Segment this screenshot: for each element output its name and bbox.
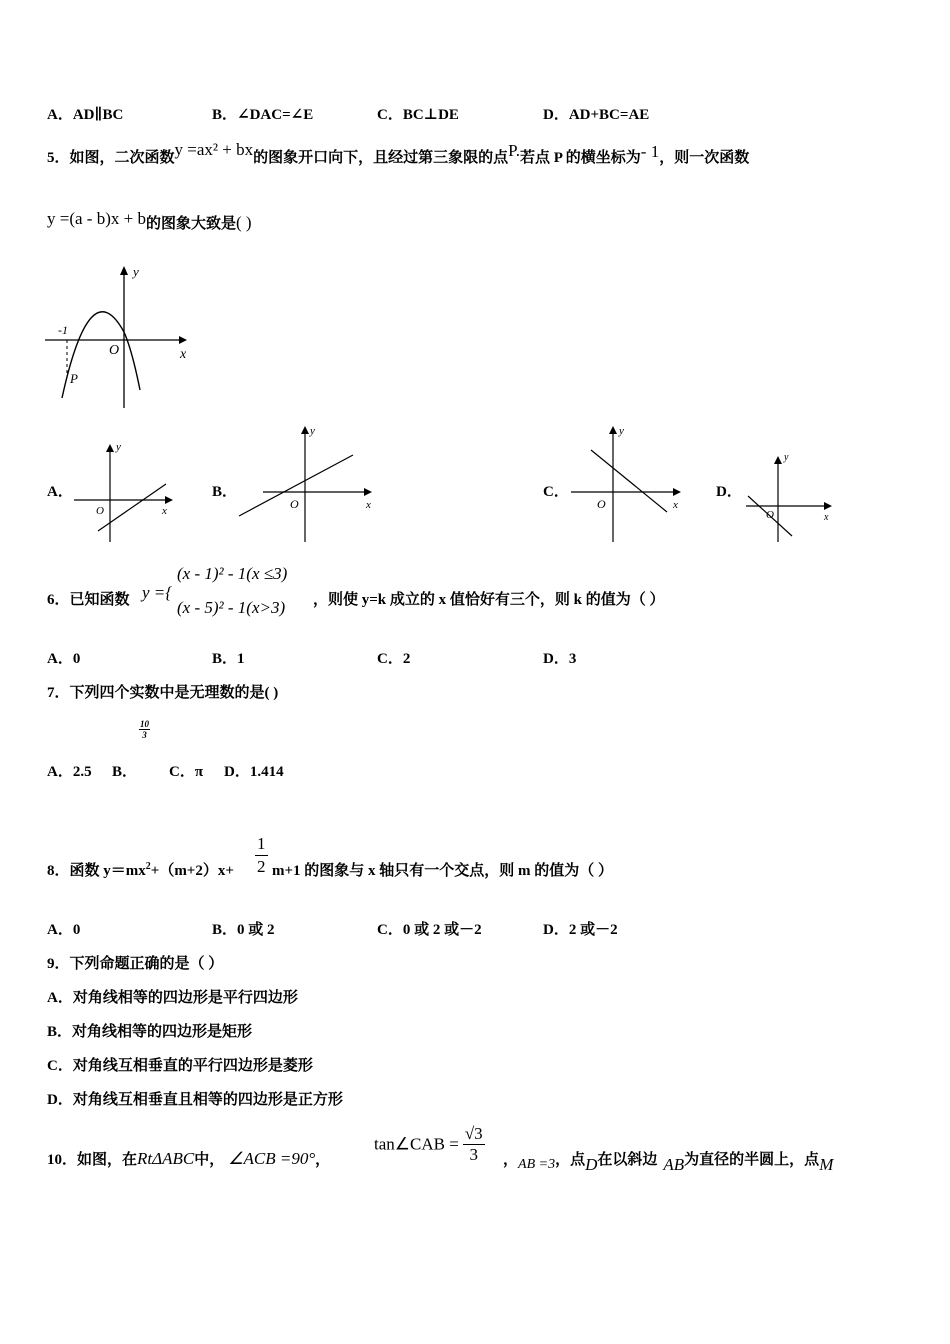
q8-fraction: 1 2 xyxy=(257,834,266,876)
q5-option-c-graph xyxy=(565,420,690,545)
q5-point: P. xyxy=(508,141,520,160)
q8-option-b: B．0 或 2 xyxy=(212,922,275,938)
q7-option-b: B． xyxy=(112,764,138,780)
q5-neg-one: - 1 xyxy=(640,142,660,161)
q5-option-a-label: A． xyxy=(47,484,73,500)
q5-stem-line1: 5．如图，二次函数y =ax² + bx的图象开口向下，且经过第三象限的点P.若点 P 的横坐标为- 1，则一次函数 xyxy=(47,140,750,166)
q5-option-d-label: D． xyxy=(716,484,742,500)
q7-option-c: C．π xyxy=(169,764,204,780)
q7-stem: 7．下列四个实数中是无理数的是( ) xyxy=(47,685,279,701)
q5-graph-x-label: x xyxy=(180,347,187,362)
q8-stem-start: 8．函数 $y=mx^2+(m+2)x+$ xyxy=(47,861,234,879)
svg-text:x: x xyxy=(162,505,167,517)
q8-option-d: D．2 或－2 xyxy=(543,922,618,938)
q6-case-2: (x - 5)² - 1(x>3) xyxy=(177,598,286,617)
q7-option-d: D．1.414 xyxy=(224,764,284,780)
q10-stem: 10．如图，在RtΔABC中， ∠ACB =90°， xyxy=(47,1149,331,1168)
q6-option-d: D．3 xyxy=(543,651,577,667)
q9-stem: 9．下列命题正确的是（ ） xyxy=(47,956,224,972)
svg-text:x: x xyxy=(824,512,829,523)
q6-stem-start: 6．已知函数 xyxy=(47,592,130,608)
q6-piecewise-lhs: y ={ xyxy=(142,583,173,602)
q5-option-b-graph xyxy=(235,420,380,545)
q9-option-b: B．对角线相等的四边形是矩形 xyxy=(47,1024,253,1040)
q6-option-b: B．1 xyxy=(212,651,245,667)
q5-graph-origin-label: O xyxy=(109,343,120,358)
q8-option-a: A．0 xyxy=(47,922,81,938)
q5-graph-p-label: P xyxy=(70,371,78,386)
q6-option-c: C．2 xyxy=(377,651,411,667)
q5-graph-neg1-label: -1 xyxy=(58,323,68,337)
q10-stem-part2: ，AB =3，点D在以斜边 AB为直径的半圆上，点M xyxy=(503,1152,834,1174)
q5-stem-line2: y =(a - b)x + b的图象大致是( ) xyxy=(47,209,252,232)
svg-text:y: y xyxy=(310,425,315,437)
svg-text:x: x xyxy=(673,499,678,511)
q8-option-c: C．0 或 2 或－2 xyxy=(377,922,482,938)
q6-option-a: A．0 xyxy=(47,651,81,667)
q6-stem-end: ，则使 y=k 成立的 x 值恰好有三个，则 k 的值为（ ） xyxy=(313,592,665,608)
q9-option-a: A．对角线相等的四边形是平行四边形 xyxy=(47,990,298,1006)
svg-text:O: O xyxy=(290,497,299,511)
q7-option-a: A．2.5 xyxy=(47,764,92,780)
svg-text:y: y xyxy=(619,425,624,437)
q5-option-c-label: C． xyxy=(543,484,569,500)
q10-tan-expression: tan∠CAB = $\frac{√3}{3}$ xyxy=(374,1124,483,1164)
q6-case-1: (x - 1)² - 1(x ≤3) xyxy=(177,564,288,583)
q5-parabola-graph xyxy=(40,260,200,412)
q4-option-a: A．AD∥BC xyxy=(47,107,124,123)
q9-option-c: C．对角线互相垂直的平行四边形是菱形 xyxy=(47,1058,313,1074)
q4-option-c: C．BC⊥DE xyxy=(377,107,459,123)
svg-text:O: O xyxy=(96,505,104,517)
q5-option-b-label: B． xyxy=(212,484,238,500)
q5-option-a-graph xyxy=(70,438,180,544)
svg-text:O: O xyxy=(766,509,774,521)
q5-option-d-graph xyxy=(740,448,840,544)
svg-text:x: x xyxy=(366,499,371,511)
svg-text:y: y xyxy=(116,441,121,453)
q7-fraction: 10 3 xyxy=(140,719,149,740)
q5-formula1: y =ax² + bx xyxy=(174,140,254,159)
q8-stem-end: m+1 的图象与 x 轴只有一个交点，则 m 的值为（ ） xyxy=(272,863,614,879)
q4-option-b: B．∠DAC=∠E xyxy=(212,107,314,123)
q5-formula2: y =(a - b)x + b xyxy=(47,209,146,228)
svg-text:O: O xyxy=(597,497,606,511)
q4-option-d: D．AD+BC=AE xyxy=(543,107,650,123)
q9-option-d: D．对角线互相垂直且相等的四边形是正方形 xyxy=(47,1092,343,1108)
q5-graph-y-label: y xyxy=(133,264,139,279)
svg-text:y: y xyxy=(784,452,789,463)
